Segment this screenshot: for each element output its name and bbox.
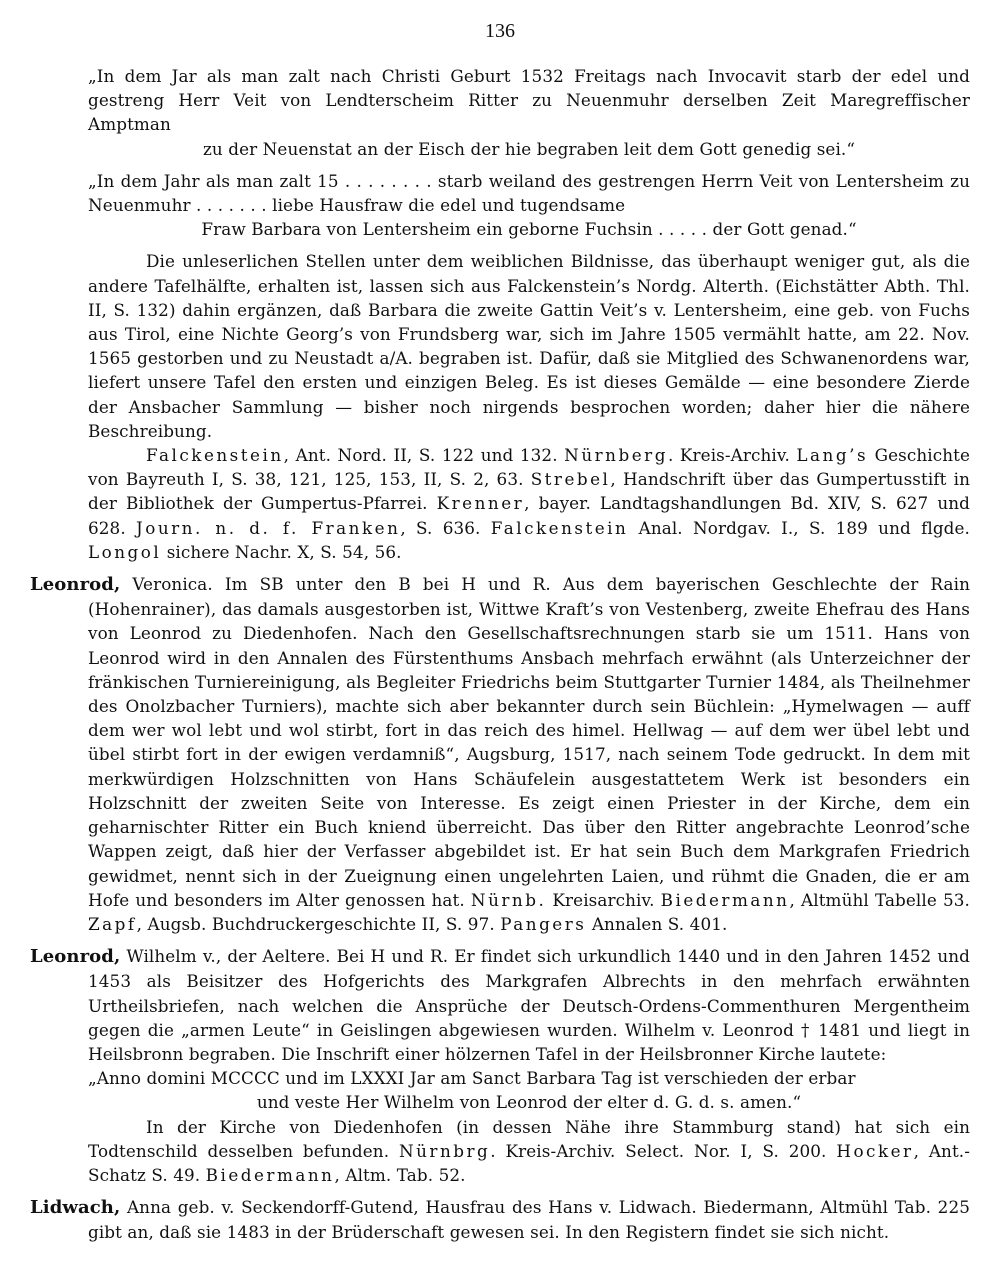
source-detail: Kreisarchiv.	[546, 889, 661, 910]
source-name: Strebel	[530, 469, 611, 490]
source-detail: , Handschrift über das Gumpertusstift in der Bibliothek der Gumpertus-Pfarrei.	[88, 469, 970, 514]
source-name: Nürnb.	[470, 889, 547, 910]
source-name: Pangers	[500, 913, 587, 934]
inscription-quote-1	[88, 64, 970, 161]
entry-leonrod-wilhelm	[30, 944, 970, 1066]
source-name: Hocker	[836, 1140, 914, 1161]
source-name: Longol	[88, 541, 162, 562]
source-name: Lang’s	[796, 445, 869, 466]
quote-1-tail: zu der Neuenstat an der Eisch der hie begraben leit dem Gott genedig sei.“	[202, 138, 856, 159]
entry-text: In der Kirche von Diedenhofen (in dessen Nähe ihre Stammburg stand) hat sich ein Todtenschild desselben befunden.	[88, 1116, 970, 1161]
entry-text: Anna geb. v. Seckendorff-Gutend, Hausfrau des Hans v. Lidwach. Biedermann, Altmühl Tab. 225 gibt an, daß sie 1483 in der Brüderschaft gewesen sei. In den Registern findet sie sich nicht.	[88, 1197, 970, 1243]
source-name: Falckenstein	[146, 445, 284, 466]
page-body	[30, 64, 970, 1245]
entry-headword: Lidwach,	[30, 1197, 121, 1219]
source-name: Journ. n. d. f. Franken	[136, 517, 401, 538]
source-detail: sichere Nachr. X, S. 54, 56.	[161, 541, 402, 562]
inscription-quote-2	[88, 169, 970, 242]
source-name: Zapf	[88, 913, 137, 934]
entry-leonrod-wilhelm-continuation	[88, 1115, 970, 1188]
source-detail: . Kreis-Archiv. Select. Nor. I, S. 200.	[490, 1140, 837, 1161]
entry-leonrod-veronica	[30, 572, 970, 936]
source-detail: , Altm. Tab. 52.	[334, 1164, 466, 1185]
entry-headword: Leonrod,	[30, 946, 121, 968]
source-detail: Anal. Nordgav. I., S. 189 und flgde.	[628, 517, 970, 538]
source-name: Nürnbrg	[398, 1140, 491, 1161]
entry-lidwach	[30, 1195, 970, 1244]
source-detail: , Ant. Nord. II, S. 122 und 132.	[283, 445, 565, 466]
source-name: Falckenstein	[490, 517, 629, 538]
source-name: Nürnberg	[564, 445, 668, 466]
quote-2-text: „In dem Jahr als man zalt 15 . . . . . . . . starb weiland des gestrengen Herrn Veit von Lentersheim zu Neuenmuhr . . . . . . . liebe Hausfraw die edel und tugendsame	[88, 170, 970, 216]
source-references	[88, 443, 970, 564]
source-detail: , bayer. Landtagshandlungen Bd. XIV, S. 627 und 628.	[88, 493, 971, 538]
source-detail: , Augsb. Buchdruckergeschichte II, S. 97.	[136, 913, 501, 934]
quote-1-text: „In dem Jar als man zalt nach Christi Geburt 1532 Freitags nach Invocavit starb der edel und gestreng Herr Veit von Lendterscheim Ritter zu Neuenmuhr derselben Zeit Maregreffischer Amptman	[88, 66, 970, 135]
source-name: Biedermann	[205, 1164, 335, 1185]
source-detail: , Ant.-Schatz S. 49.	[88, 1140, 970, 1185]
entry-text: Veronica. Im SB unter den B bei H und R. Aus dem bayerischen Geschlechte der Rain (Hohenrainer), das damals ausgestorben ist, Wittwe Kraft’s von Vestenberg, zweite Ehefrau des Hans von Leonrod zu Diedenhofen. Nach den Gesellschaftsrechnungen starb sie um 1511. Hans von Leonrod wird in den Annalen des Fürstenthums Ansbach mehrfach erwähnt (als Unterzeichner der fränkischen Turniereinigung, als Begleiter Friedrichs beim Stuttgarter Turnier 1484, als Theilnehmer des Onolzbacher Turniers), machte sich aber bekannter durch sein Büchlein: „Hymelwagen — auff dem wer wol lebt und wol stirbt, fort in das reich des himel. Hellwag — auf dem wer übel lebt und übel stirbt fort in der ewigen verdamniß“, Augsburg, 1517, nach seinem Tode gedruckt. In dem mit merkwürdigen Holzschnitten von Hans Schäufelein ausgestattetem Werk ist besonders ein Holzschnitt der zweiten Seite von Interesse. Es zeigt einen Priester in der Kirche, dem ein geharnischter Ritter ein Buch kniend überreicht. Das über den Ritter angebrachte Leonrod’sche Wappen zeigt, daß hier der Verfasser abgebildet ist. Er hat sein Buch dem Markgrafen Friedrich gewidmet, nennt sich in der Zueignung einen ungelehrten Laien, und rühmt die Gnaden, die er am Hofe und besonders im Alter genossen hat.	[88, 574, 970, 910]
source-detail: Annalen S. 401.	[586, 913, 728, 934]
quote-2-tail: Fraw Barbara von Lentersheim ein geborne Fuchsin . . . . . der Gott genad.“	[201, 219, 857, 240]
source-detail: , S. 636.	[400, 517, 491, 538]
quote-3-tail: und veste Her Wilhelm von Leonrod der elter d. G. d. s. amen.“	[256, 1092, 802, 1113]
source-name: Biedermann	[660, 889, 790, 910]
entry-text: Wilhelm v., der Aeltere. Bei H und R. Er findet sich urkundlich 1440 und in den Jahren 1452 und 1453 als Beisitzer des Hofgerichts des Markgrafen Albrechts in den mehrfach erwähnten Urtheilsbriefen, nach welchen die Ansprüche der Deutsch-Ordens-Commenthuren Mergentheim gegen die „armen Leute“ in Geislingen abgewiesen wurden. Wilhelm v. Leonrod † 1481 und liegt in Heilsbronn begraben. Die Inschrift einer hölzernen Tafel in der Heilsbronner Kirche lautete:	[88, 946, 970, 1064]
page-number: 136	[485, 20, 515, 42]
quote-3-text: „Anno domini MCCCC und im LXXXI Jar am Sanct Barbara Tag ist verschieden der erbar	[88, 1068, 856, 1089]
inscription-quote-3	[88, 1066, 970, 1114]
source-detail: Geschichte von Bayreuth I, S. 38, 121, 125, 153, II, S. 2, 63.	[88, 445, 970, 490]
source-detail: . Kreis-Archiv.	[667, 445, 797, 466]
source-name: Krenner	[436, 493, 525, 514]
source-detail: , Altmühl Tabelle 53.	[789, 889, 970, 910]
entry-headword: Leonrod,	[30, 574, 121, 596]
commentary-paragraph: Die unleserlichen Stellen unter dem weiblichen Bildnisse, das überhaupt weniger gut, als die andere Tafelhälfte, erhalten ist, lassen sich aus Falckenstein’s Nordg. Alterth. (Eichstätter Abth. Thl. II, S. 132) dahin ergänzen, daß Barbara die zweite Gattin Veit’s v. Lentersheim, eine geb. von Fuchs aus Tirol, eine Nichte Georg’s von Frundsberg war, sich im Jahre 1505 vermählt hatte, am 22. Nov. 1565 gestorben und zu Neustadt a/A. begraben ist. Dafür, daß sie Mitglied des Schwanenordens war, liefert unsere Tafel den ersten und einzigen Beleg. Es ist dieses Gemälde — eine besondere Zierde der Ansbacher Sammlung — bisher noch nirgends besprochen worden; daher hier die nähere Beschreibung.	[88, 251, 970, 441]
